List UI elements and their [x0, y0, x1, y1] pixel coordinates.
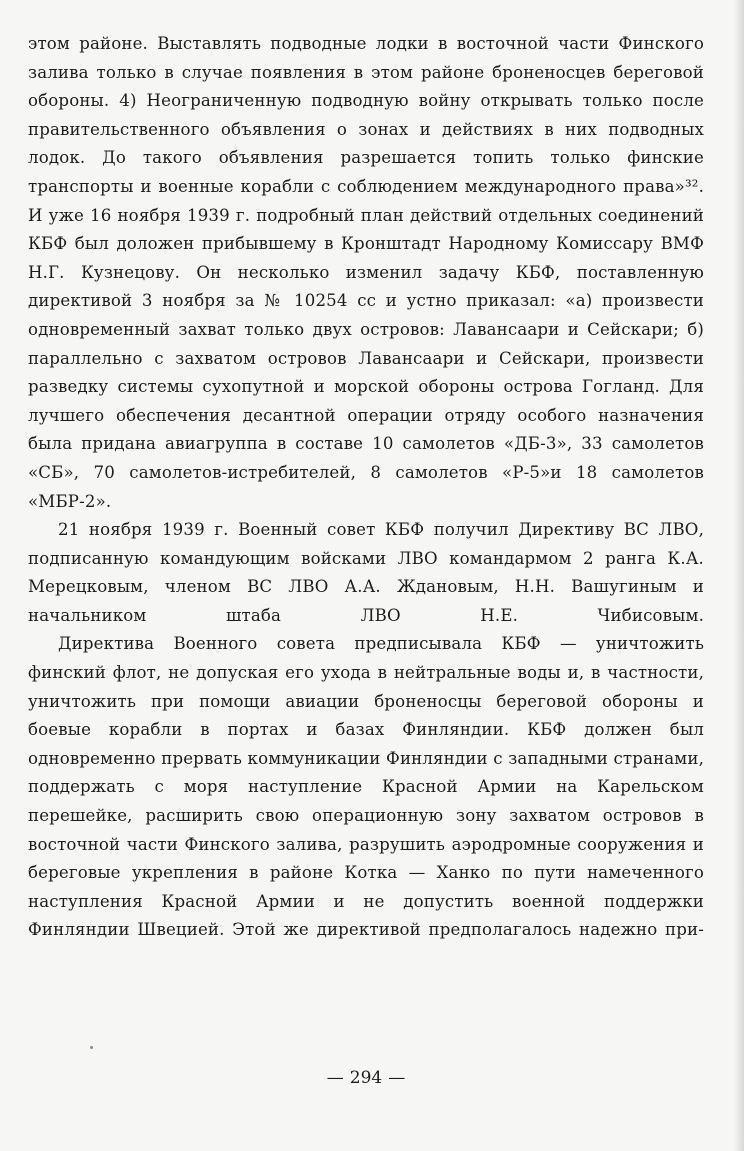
folio-dash-right: — — [388, 1068, 406, 1088]
folio-dash-left: — — [326, 1068, 344, 1088]
body-text — [28, 30, 704, 945]
paragraph-3: Директива Военного совета предписывала КБФ — уничтожить финский флот, не допуская его ухода в нейтральные воды и, в частности, уничтожить при помощи авиации броненосцы береговой обороны и боевые корабли в портах и базах Финляндии. КБФ должен был одновременно прервать коммуникации Финляндии с западными странами, поддержать с моря наступление Красной Армии на Карельском перешейке, расширить свою операционную зону захватом островов в восточной части Финского залива, разрушить аэродромные сооружения и береговые укрепления в районе Котка — Ханко по пути намеченного наступления Красной Армии и не допустить военной поддержки Финляндии Швецией. Этой же директивой предполагалось надежно при- — [28, 634, 704, 940]
scan-speck — [90, 1046, 93, 1049]
paragraph-1: этом районе. Выставлять подводные лодки в восточной части Финского залива только в случае появления в этом районе броненосцев береговой обороны. 4) Неограниченную подводную войну открывать только после правительственного объявления о зонах и действиях в них подводных лодок. До такого объявления разрешается топить только финские транспорты и военные корабли с соблюдением международного права»³². И уже 16 ноября 1939 г. подробный план действий отдельных соединений КБФ был доложен прибывшему в Кронштадт Народному Комиссару ВМФ Н.Г. Кузнецову. Он несколько изменил задачу КБФ, поставленную директивой 3 ноября за № 10254 сс и устно приказал: «а) произвести одновременный захват только двух островов: Лавансаари и Сейскари; б) параллельно с захватом островов Лавансаари и Сейскари, произвести разведку системы сухопутной и морской обороны острова Гогланд. Для лучшего обеспечения десантной операции отряду особого назначения была придана авиагруппа в составе 10 самолетов «ДБ-3», 33 самолетов «СБ», 70 самолетов-истребителей, 8 самолетов «Р-5»и 18 самолетов «МБР-2». — [28, 34, 704, 511]
page-number-value: 294 — [349, 1068, 383, 1088]
page-number — [28, 1068, 704, 1088]
paragraph-2: 21 ноября 1939 г. Военный совет КБФ получил Директиву ВС ЛВО, подписанную командующим войсками ЛВО командармом 2 ранга К.А. Мерецковым, членом ВС ЛВО А.А. Ждановым, Н.Н. Вашугиным и начальником штаба ЛВО Н.Е. Чибисовым. — [28, 520, 704, 625]
page-edge-shadow — [734, 0, 744, 1151]
book-page — [28, 30, 704, 1130]
